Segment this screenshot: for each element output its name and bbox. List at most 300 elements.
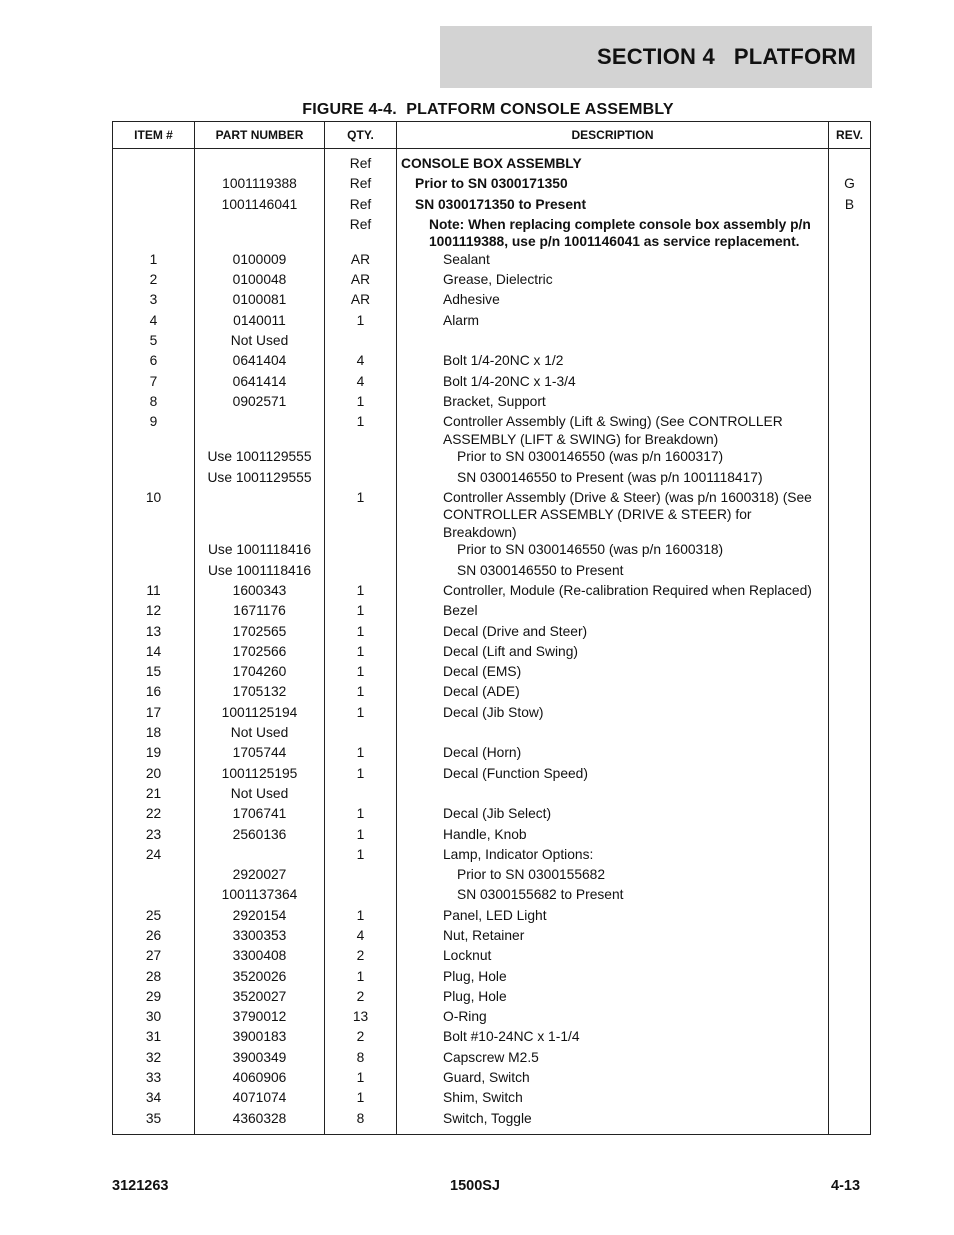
part-number-cell: 4071074 (195, 1089, 325, 1109)
description-text: Controller Assembly (Lift & Swing) (See CONTROLLER ASSEMBLY (LIFT & SWING) for Breakdown) (443, 414, 783, 447)
table-row (113, 927, 871, 947)
qty-cell: 1 (325, 623, 397, 643)
table-row (113, 846, 871, 866)
qty-cell: AR (325, 251, 397, 271)
table-row (113, 623, 871, 643)
description-cell (397, 582, 829, 602)
parts-table (112, 121, 871, 1135)
rev-cell (829, 805, 871, 825)
description-text: Prior to SN 0300146550 (was p/n 1600317) (457, 449, 724, 465)
description-text: Adhesive (443, 292, 500, 308)
part-number-cell: 0902571 (195, 393, 325, 413)
table-row (113, 1069, 871, 1089)
table-row (113, 724, 871, 744)
table-row (113, 469, 871, 489)
qty-cell: 1 (325, 413, 397, 448)
description-cell (397, 1008, 829, 1028)
table-row (113, 988, 871, 1008)
rev-cell: B (829, 196, 871, 216)
part-number-cell: 1001137364 (195, 886, 325, 906)
item-number-cell (113, 541, 195, 561)
qty-cell: 1 (325, 582, 397, 602)
qty-cell: Ref (325, 216, 397, 251)
item-number-cell: 7 (113, 373, 195, 393)
rev-cell (829, 643, 871, 663)
table-row (113, 582, 871, 602)
part-number-cell: Use 1001129555 (195, 469, 325, 489)
column-header-description: DESCRIPTION (397, 122, 829, 149)
qty-cell: 2 (325, 947, 397, 967)
part-number-cell: Use 1001118416 (195, 562, 325, 582)
item-number-cell: 22 (113, 805, 195, 825)
figure-title: FIGURE 4-4. PLATFORM CONSOLE ASSEMBLY (302, 101, 674, 118)
table-row (113, 765, 871, 785)
item-number-cell: 18 (113, 724, 195, 744)
part-number-cell: Not Used (195, 785, 325, 805)
description-cell (397, 413, 829, 448)
description-text: Prior to SN 0300171350 (415, 176, 568, 192)
description-cell (397, 744, 829, 764)
part-number-cell: Not Used (195, 332, 325, 352)
description-text: SN 0300146550 to Present (457, 562, 624, 578)
qty-cell: 1 (325, 643, 397, 663)
part-number-cell: 1001125195 (195, 765, 325, 785)
part-number-cell: Not Used (195, 724, 325, 744)
table-row (113, 704, 871, 724)
rev-cell (829, 602, 871, 622)
description-cell (397, 1110, 829, 1135)
description-cell (397, 643, 829, 663)
description-text: Bolt 1/4-20NC x 1-3/4 (443, 373, 576, 389)
description-text: Decal (Horn) (443, 745, 522, 761)
item-number-cell: 15 (113, 663, 195, 683)
rev-cell (829, 1110, 871, 1135)
part-number-cell: 1001146041 (195, 196, 325, 216)
table-row (113, 968, 871, 988)
qty-cell: 1 (325, 393, 397, 413)
qty-cell: 1 (325, 968, 397, 988)
parts-table-body (113, 149, 871, 1135)
description-cell (397, 332, 829, 352)
qty-cell (325, 469, 397, 489)
description-cell (397, 1028, 829, 1048)
part-number-cell: 1001125194 (195, 704, 325, 724)
rev-cell (829, 413, 871, 448)
qty-cell: 2 (325, 1028, 397, 1048)
table-row (113, 196, 871, 216)
description-text: Bolt 1/4-20NC x 1/2 (443, 353, 564, 369)
description-text: Plug, Hole (443, 968, 507, 984)
part-number-cell: 3300408 (195, 947, 325, 967)
description-cell (397, 175, 829, 195)
column-header-rev: REV. (829, 122, 871, 149)
part-number-cell: 2920154 (195, 907, 325, 927)
table-row (113, 886, 871, 906)
description-cell (397, 663, 829, 683)
qty-cell (325, 541, 397, 561)
table-row (113, 663, 871, 683)
item-number-cell: 14 (113, 643, 195, 663)
rev-cell (829, 149, 871, 176)
item-number-cell (113, 149, 195, 176)
table-row (113, 1028, 871, 1048)
qty-cell: Ref (325, 196, 397, 216)
rev-cell (829, 352, 871, 372)
table-row (113, 683, 871, 703)
description-cell (397, 149, 829, 176)
description-cell (397, 448, 829, 468)
qty-cell: 1 (325, 683, 397, 703)
description-text: Prior to SN 0300155682 (457, 867, 606, 883)
rev-cell (829, 744, 871, 764)
table-row (113, 744, 871, 764)
description-cell (397, 562, 829, 582)
rev-cell (829, 968, 871, 988)
part-number-cell: 1001119388 (195, 175, 325, 195)
description-text: SN 0300155682 to Present (457, 887, 624, 903)
qty-cell: 1 (325, 602, 397, 622)
rev-cell (829, 988, 871, 1008)
part-number-cell: 1702566 (195, 643, 325, 663)
part-number-cell: 1600343 (195, 582, 325, 602)
rev-cell (829, 724, 871, 744)
table-row (113, 251, 871, 271)
item-number-cell: 25 (113, 907, 195, 927)
rev-cell (829, 291, 871, 311)
item-number-cell: 33 (113, 1069, 195, 1089)
description-cell (397, 541, 829, 561)
table-header-row (113, 122, 871, 149)
description-cell (397, 312, 829, 332)
description-text: Handle, Knob (443, 826, 527, 842)
item-number-cell: 29 (113, 988, 195, 1008)
qty-cell (325, 886, 397, 906)
rev-cell (829, 582, 871, 602)
description-text: Bezel (443, 603, 478, 619)
item-number-cell: 34 (113, 1089, 195, 1109)
rev-cell (829, 562, 871, 582)
description-text: Plug, Hole (443, 988, 507, 1004)
item-number-cell: 10 (113, 489, 195, 542)
description-cell (397, 988, 829, 1008)
part-number-cell: 1706741 (195, 805, 325, 825)
qty-cell: 1 (325, 663, 397, 683)
description-cell (397, 927, 829, 947)
item-number-cell: 13 (113, 623, 195, 643)
item-number-cell: 27 (113, 947, 195, 967)
part-number-cell: 3790012 (195, 1008, 325, 1028)
description-text: Decal (Lift and Swing) (443, 643, 578, 659)
item-number-cell: 30 (113, 1008, 195, 1028)
qty-cell: 8 (325, 1049, 397, 1069)
item-number-cell: 20 (113, 765, 195, 785)
part-number-cell: 4060906 (195, 1069, 325, 1089)
item-number-cell: 17 (113, 704, 195, 724)
description-cell (397, 1069, 829, 1089)
description-text: Decal (Jib Stow) (443, 704, 544, 720)
rev-cell (829, 1028, 871, 1048)
item-number-cell (113, 216, 195, 251)
qty-cell: 8 (325, 1110, 397, 1135)
qty-cell: 1 (325, 704, 397, 724)
item-number-cell: 6 (113, 352, 195, 372)
table-row (113, 448, 871, 468)
rev-cell (829, 1049, 871, 1069)
table-row (113, 602, 871, 622)
description-cell (397, 724, 829, 744)
table-row (113, 373, 871, 393)
description-text: Decal (Drive and Steer) (443, 623, 588, 639)
part-number-cell: Use 1001129555 (195, 448, 325, 468)
qty-cell: 1 (325, 1089, 397, 1109)
part-number-cell: 1704260 (195, 663, 325, 683)
table-row (113, 489, 871, 542)
item-number-cell: 12 (113, 602, 195, 622)
part-number-cell: 0100048 (195, 271, 325, 291)
part-number-cell: 0641414 (195, 373, 325, 393)
column-header-part-number: PART NUMBER (195, 122, 325, 149)
description-text: SN 0300146550 to Present (was p/n 1001118417) (457, 469, 763, 485)
footer-page-number: 4-13 (831, 1178, 861, 1194)
item-number-cell: 32 (113, 1049, 195, 1069)
description-cell (397, 907, 829, 927)
table-row (113, 785, 871, 805)
part-number-cell: 0100009 (195, 251, 325, 271)
part-number-cell: 1671176 (195, 602, 325, 622)
description-cell (397, 886, 829, 906)
rev-cell (829, 489, 871, 542)
description-cell (397, 1089, 829, 1109)
description-cell (397, 469, 829, 489)
rev-cell (829, 683, 871, 703)
rev-cell (829, 448, 871, 468)
part-number-cell (195, 489, 325, 542)
item-number-cell (113, 866, 195, 886)
part-number-cell (195, 413, 325, 448)
description-text: O-Ring (443, 1009, 487, 1025)
description-text: Prior to SN 0300146550 (was p/n 1600318) (457, 542, 724, 558)
rev-cell (829, 846, 871, 866)
footer-model: 1500SJ (450, 1178, 500, 1194)
description-cell (397, 846, 829, 866)
table-row (113, 413, 871, 448)
description-text: Switch, Toggle (443, 1110, 532, 1126)
rev-cell (829, 886, 871, 906)
table-row (113, 1049, 871, 1069)
rev-cell (829, 907, 871, 927)
table-row (113, 393, 871, 413)
description-text: Note: When replacing complete console box assembly p/n 1001119388, use p/n 1001146041 as service replacement. (429, 216, 811, 250)
rev-cell (829, 541, 871, 561)
qty-cell: 4 (325, 927, 397, 947)
qty-cell: 1 (325, 846, 397, 866)
item-number-cell: 1 (113, 251, 195, 271)
section-title: SECTION 4 PLATFORM (596, 44, 856, 69)
part-number-cell: 3900183 (195, 1028, 325, 1048)
table-row (113, 1008, 871, 1028)
table-row (113, 312, 871, 332)
item-number-cell (113, 469, 195, 489)
description-text: Bolt #10-24NC x 1-1/4 (443, 1029, 580, 1045)
part-number-cell: 3300353 (195, 927, 325, 947)
table-row (113, 541, 871, 561)
description-text: Controller Assembly (Drive & Steer) (was p/n 1600318) (See CONTROLLER ASSEMBLY (DRIVE & STEER) for Breakdown) (443, 489, 812, 540)
table-row (113, 149, 871, 176)
item-number-cell: 28 (113, 968, 195, 988)
description-cell (397, 196, 829, 216)
description-text: Locknut (443, 948, 492, 964)
description-text: CONSOLE BOX ASSEMBLY (401, 156, 582, 171)
description-cell (397, 826, 829, 846)
description-text: Decal (Jib Select) (443, 806, 552, 822)
qty-cell (325, 866, 397, 886)
table-row (113, 866, 871, 886)
part-number-cell: 2920027 (195, 866, 325, 886)
rev-cell (829, 704, 871, 724)
part-number-cell: 2560136 (195, 826, 325, 846)
description-text: Lamp, Indicator Options: (443, 846, 594, 862)
item-number-cell: 26 (113, 927, 195, 947)
qty-cell (325, 332, 397, 352)
description-text: Shim, Switch (443, 1090, 523, 1106)
part-number-cell: 1705744 (195, 744, 325, 764)
rev-cell (829, 251, 871, 271)
item-number-cell: 21 (113, 785, 195, 805)
description-cell (397, 216, 829, 251)
part-number-cell: 3520026 (195, 968, 325, 988)
rev-cell (829, 947, 871, 967)
rev-cell (829, 663, 871, 683)
part-number-cell (195, 149, 325, 176)
description-cell (397, 271, 829, 291)
item-number-cell (113, 196, 195, 216)
part-number-cell: 0100081 (195, 291, 325, 311)
description-text: Panel, LED Light (443, 907, 547, 923)
footer-doc-number: 3121263 (112, 1178, 169, 1194)
item-number-cell: 9 (113, 413, 195, 448)
qty-cell: 4 (325, 352, 397, 372)
column-header-item: ITEM # (113, 122, 195, 149)
rev-cell (829, 271, 871, 291)
description-cell (397, 352, 829, 372)
item-number-cell: 2 (113, 271, 195, 291)
description-text: Decal (Function Speed) (443, 765, 588, 781)
description-text: Bracket, Support (443, 393, 546, 409)
table-row (113, 907, 871, 927)
part-number-cell: 3520027 (195, 988, 325, 1008)
table-row (113, 291, 871, 311)
description-cell (397, 968, 829, 988)
description-cell (397, 373, 829, 393)
description-text: Sealant (443, 251, 490, 267)
description-cell (397, 623, 829, 643)
item-number-cell (113, 175, 195, 195)
table-row (113, 1089, 871, 1109)
section-header (440, 26, 872, 88)
rev-cell (829, 373, 871, 393)
rev-cell (829, 469, 871, 489)
qty-cell: 1 (325, 489, 397, 542)
description-text: Guard, Switch (443, 1070, 530, 1086)
qty-cell: 1 (325, 312, 397, 332)
description-text: Nut, Retainer (443, 928, 525, 943)
description-cell (397, 489, 829, 542)
rev-cell (829, 927, 871, 947)
description-cell (397, 291, 829, 311)
description-cell (397, 683, 829, 703)
description-cell (397, 866, 829, 886)
qty-cell: 1 (325, 805, 397, 825)
qty-cell (325, 785, 397, 805)
qty-cell: AR (325, 271, 397, 291)
rev-cell (829, 623, 871, 643)
qty-cell: 1 (325, 907, 397, 927)
item-number-cell: 19 (113, 744, 195, 764)
description-cell (397, 602, 829, 622)
rev-cell (829, 826, 871, 846)
part-number-cell (195, 846, 325, 866)
description-text: Grease, Dielectric (443, 272, 553, 288)
part-number-cell: 1705132 (195, 683, 325, 703)
table-row (113, 175, 871, 195)
description-cell (397, 765, 829, 785)
qty-cell (325, 448, 397, 468)
item-number-cell (113, 562, 195, 582)
part-number-cell: 1702565 (195, 623, 325, 643)
item-number-cell: 3 (113, 291, 195, 311)
part-number-cell: 4360328 (195, 1110, 325, 1135)
table-row (113, 562, 871, 582)
table-row (113, 643, 871, 663)
rev-cell (829, 1089, 871, 1109)
table-row (113, 216, 871, 251)
item-number-cell: 35 (113, 1110, 195, 1135)
table-row (113, 805, 871, 825)
rev-cell (829, 312, 871, 332)
part-number-cell: 3900349 (195, 1049, 325, 1069)
qty-cell: 1 (325, 765, 397, 785)
item-number-cell: 5 (113, 332, 195, 352)
qty-cell (325, 562, 397, 582)
table-row (113, 332, 871, 352)
rev-cell (829, 332, 871, 352)
qty-cell: Ref (325, 149, 397, 176)
item-number-cell (113, 886, 195, 906)
item-number-cell: 8 (113, 393, 195, 413)
description-cell (397, 785, 829, 805)
rev-cell (829, 765, 871, 785)
item-number-cell: 31 (113, 1028, 195, 1048)
description-text: Decal (ADE) (443, 684, 520, 700)
part-number-cell: 0140011 (195, 312, 325, 332)
rev-cell (829, 1008, 871, 1028)
table-row (113, 1110, 871, 1135)
part-number-cell: Use 1001118416 (195, 541, 325, 561)
qty-cell: 1 (325, 1069, 397, 1089)
table-row (113, 947, 871, 967)
rev-cell (829, 216, 871, 251)
item-number-cell: 11 (113, 582, 195, 602)
part-number-cell (195, 216, 325, 251)
description-cell (397, 947, 829, 967)
qty-cell: AR (325, 291, 397, 311)
description-cell (397, 393, 829, 413)
qty-cell: Ref (325, 175, 397, 195)
qty-cell: 1 (325, 826, 397, 846)
item-number-cell (113, 448, 195, 468)
description-text: Decal (EMS) (443, 664, 522, 680)
rev-cell: G (829, 175, 871, 195)
